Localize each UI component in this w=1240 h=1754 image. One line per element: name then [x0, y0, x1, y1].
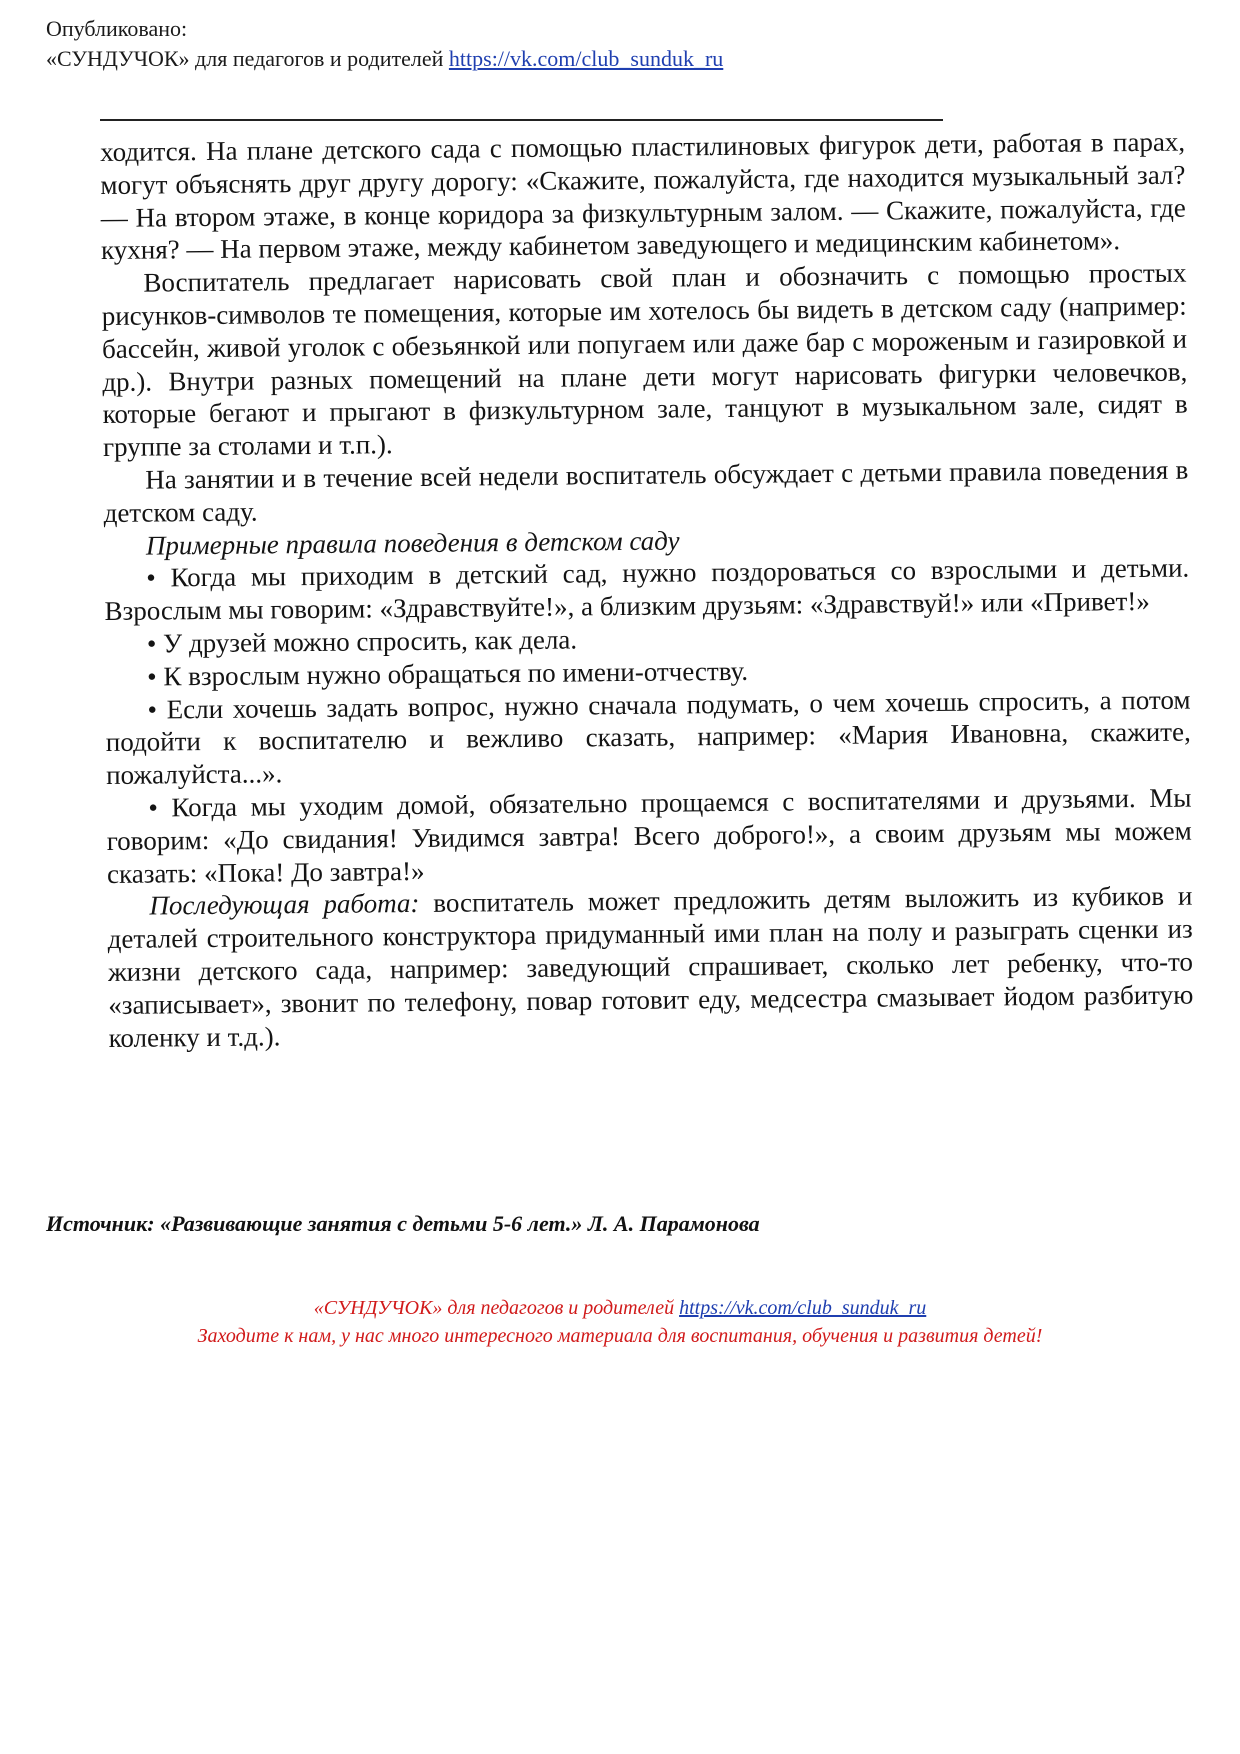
rule-item-1: • Когда мы приходим в детский сад, нужно поздороваться со взрослыми и детьми. Взрослым мы говорим: «Здравствуйте!», а близким друзьям: «Здравствуй!» или «Привет!»: [104, 552, 1190, 627]
footer-publisher-name: «СУНДУЧОК» для педагогов и родителей: [313, 1297, 675, 1319]
publisher-link[interactable]: https://vk.com/club_sunduk_ru: [448, 46, 724, 71]
published-label: Опубликовано:: [46, 16, 188, 41]
rules-title: Примерные правила поведения в детском саду: [145, 525, 680, 561]
followup-paragraph: [107, 880, 1194, 1054]
rule-item-2: • У друзей можно спросить, как дела.: [146, 624, 578, 659]
paragraph-1: ходится. На плане детского сада с помощью пластилиновых фигурок дети, работая в парах, могут объяснять друг другу дорогу: «Скажите, пожалуйста, где находится музыкальный зал? — На втором этаже, в конце коридора за физкультурным залом. — Скажите, пожалуйста, где кухня? — На первом этаже, между кабинетом заведующего и медицинским кабинетом».: [100, 126, 1186, 266]
footer-publisher-link[interactable]: https://vk.com/club_sunduk_ru: [679, 1297, 927, 1319]
scanned-page-text: [100, 126, 1194, 1055]
publication-header: [46, 14, 723, 74]
footer-publisher-line: [0, 1294, 1240, 1322]
footer-invite: Заходите к нам, у нас много интересного материала для воспитания, обучения и развития детей!: [197, 1325, 1043, 1347]
rule-item-3: • К взрослым нужно обращаться по имени-отчеству.: [147, 655, 749, 692]
followup-text: воспитатель может предложить детям выложить из кубиков и деталей строительного конструктора придуманный ими план на полу и разыграть сценки из жизни детского сада, например: заведующий спрашивает, сколько лет ребенку, что-то «записывает», звонит по телефону, повар готовит еду, медсестра смазывает йодом разбитую коленку и т.д.).: [107, 880, 1194, 1053]
publisher-name: «СУНДУЧОК» для педагогов и родителей: [46, 46, 444, 71]
rule-item-4: • Если хочешь задать вопрос, нужно сначала подумать, о чем хочешь спросить, а потом подойти к воспитателю и вежливо сказать, например: «Мария Ивановна, скажите, пожалуйста...».: [105, 684, 1191, 791]
footer: [0, 1294, 1240, 1350]
rule-item-5: • Когда мы уходим домой, обязательно прощаемся с воспитателями и друзьями. Мы говорим: «До свидания! Увидимся завтра! Всего доброго!», а своим друзьям мы можем сказать: «Пока! До завтра!»: [106, 782, 1192, 889]
followup-label: Последующая работа:: [149, 888, 420, 921]
paragraph-3: На занятии и в течение всей недели воспитатель обсуждает с детьми правила поведения в детском саду.: [103, 454, 1189, 528]
source-citation: Источник: «Развивающие занятия с детьми 5-6 лет.» Л. А. Парамонова: [46, 1211, 760, 1236]
publisher-line: [46, 44, 723, 74]
scan-top-rule: [100, 119, 943, 121]
paragraph-2: Воспитатель предлагает нарисовать свой план и обозначить с помощью простых рисунков-символов те помещения, которые им хотелось бы видеть в детском саду (например: бассейн, живой уголок с обезьянкой или попугаем или даже бар с мороженым и газировкой и др.). Внутри разных помещений на плане дети могут нарисовать фигурки человечков, которые бегают и прыгают в физкультурном зале, танцуют в музыкальном зале, сидят в группе за столами и т.п.).: [101, 257, 1188, 463]
